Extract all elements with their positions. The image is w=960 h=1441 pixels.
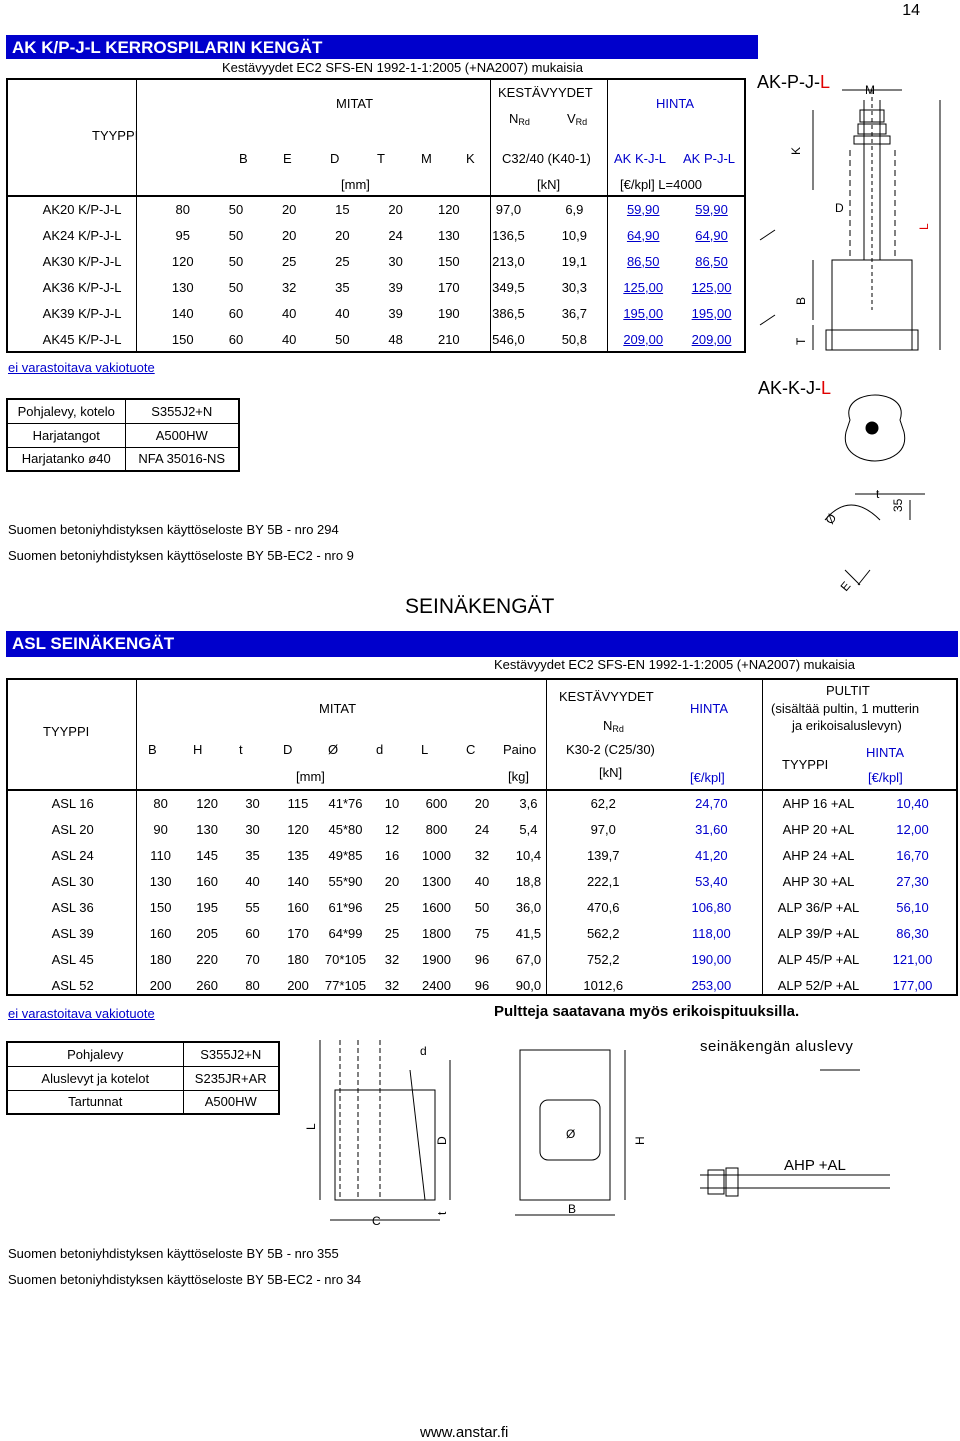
unit-kn: [kN] [537,177,561,192]
unit-price: [€/kpl] L=4000 [620,177,703,192]
table-cell: 180 [287,951,309,967]
table-cell: 1800 [422,925,451,941]
table-cell: 45*80 [328,821,363,837]
table-cell: 160 [196,873,218,889]
table-cell: 40 [335,305,350,321]
table-cell: 20 [281,201,297,217]
table-cell: 1000 [422,847,451,863]
col-d: D [283,742,293,757]
table-cell: 170 [437,279,460,295]
table-cell: ALP 45/P +AL [777,951,860,967]
table-row [8,816,956,842]
svg-text:M: M [865,83,875,97]
table-cell: 50,8 [561,331,588,347]
table-cell: 200 [149,977,172,993]
svg-text:Ø: Ø [566,1127,576,1141]
table-cell: 90 [153,821,168,837]
table-cell: 48 [388,331,403,347]
not-stocked-note: ei varastoitava vakiotuote [8,1006,155,1021]
table-cell: 30,3 [561,279,588,295]
table-cell: S235JR+AR [183,1066,279,1090]
table-cell: AK39 K/P-J-L [42,305,122,321]
svg-text:E: E [837,578,854,594]
table-cell: 20 [388,201,403,217]
table-cell: 170 [287,925,309,941]
table-cell: 600 [425,795,448,811]
col-weight: Paino [503,742,537,757]
table-cell: 1300 [422,873,451,889]
table-cell: 120 [287,821,309,837]
table-cell: 64*99 [328,925,363,941]
table-cell: 90,0 [515,977,542,993]
standard-note: Kestävyydet EC2 SFS-EN 1992-1-1:2005 (+NA2007) mukaisia [222,60,583,75]
table-cell: 209,00 [691,331,732,347]
unit-mm: [mm] [296,769,325,784]
table-cell: 118,00 [691,925,731,941]
table-cell: 53,40 [695,873,728,889]
ahp-label: AHP +AL [784,1157,846,1174]
table-cell: 30 [245,821,260,837]
col-apj: AK P-J-L [683,151,736,166]
table-cell: Pohjalevy [7,1042,183,1066]
table-cell: 50 [228,279,244,295]
table-cell: A500HW [183,1090,279,1114]
table-cell: 139,7 [586,847,620,863]
table-cell: 39 [388,305,403,321]
col-header-capacity: KESTÄVYYDET [498,85,593,100]
table-cell: 209,00 [623,331,664,347]
table-cell: 50 [228,227,244,243]
svg-text:t: t [876,487,880,501]
col-concrete: K30-2 (C25/30) [566,742,655,757]
table-cell: ALP 36/P +AL [777,899,860,915]
table-cell: 80 [245,977,260,993]
footer-website: www.anstar.fi [420,1424,509,1441]
table-cell: 140 [171,305,194,321]
col-d: D [330,151,340,166]
svg-text:d: d [420,1044,427,1058]
table-cell: 96 [474,951,490,967]
table-cell: 20 [474,795,490,811]
table-cell: 180 [149,951,172,967]
col-header-price: HINTA [690,701,729,716]
table-row [8,222,744,248]
standard-note-asl: Kestävyydet EC2 SFS-EN 1992-1-1:2005 (+NA2007) mukaisia [494,657,855,672]
col-b: B [239,151,248,166]
table-cell: ASL 45 [51,951,94,967]
table-cell: 86,30 [896,925,929,941]
table-cell: AK45 K/P-J-L [42,331,122,347]
table-cell: 12 [384,821,400,837]
ak-data-table [8,196,744,352]
table-cell: 27,30 [896,873,929,889]
col-k: K [466,151,475,166]
table-cell: ASL 20 [51,821,94,837]
table-cell: 125,00 [623,279,664,295]
col-header-capacity: KESTÄVYYDET [559,689,654,704]
col-bolt-type: TYYPPI [782,757,829,772]
table-cell: 120 [196,795,218,811]
table-cell: 49*85 [328,847,363,863]
table-cell: 50 [228,201,244,217]
nrd-label: NRd [603,718,624,734]
table-cell: 16,70 [896,847,929,863]
table-cell: 10,9 [561,227,588,243]
table-cell: 10,4 [515,847,542,863]
table-cell: 60 [228,331,244,347]
table-cell: 36,0 [515,899,542,915]
table-cell: 121,00 [892,951,933,967]
table-cell: AHP 16 +AL [782,795,855,811]
svg-text:B: B [794,296,808,305]
table-cell: NFA 35016-NS [125,447,239,471]
table-cell: 59,90 [626,201,660,217]
table-cell: 190,00 [691,951,732,967]
table-cell: 470,6 [586,899,620,915]
table-cell: 205 [196,925,218,941]
table-cell: 130 [149,873,172,889]
bolts-note-1: (sisältää pultin, 1 mutterin [771,701,920,716]
table-cell: 97,0 [495,201,522,217]
table-row [8,946,956,972]
col-t: T [377,151,385,166]
col-concrete: C32/40 (K40-1) [502,151,591,166]
table-cell: ASL 30 [51,873,94,889]
table-cell: 32 [384,951,400,967]
table-cell: 60 [245,925,260,941]
table-cell: 386,5 [492,305,525,321]
col-b: B [148,742,157,757]
table-cell: 349,5 [492,279,525,295]
col-bolt-price: HINTA [866,745,905,760]
table-cell: 56,10 [896,899,929,915]
table-cell: 86,50 [695,253,728,269]
col-c: C [466,742,476,757]
table-cell: 20 [281,227,297,243]
table-cell: S355J2+N [183,1042,279,1066]
table-row [8,274,744,300]
table-cell: 86,50 [626,253,660,269]
col-diameter: Ø [328,742,339,757]
table-cell: 136,5 [492,227,525,243]
table-cell: 120 [171,253,194,269]
table-cell: 213,0 [492,253,525,269]
table-cell: 55 [245,899,260,915]
unit-price: [€/kpl] [690,770,725,785]
table-cell: 150 [437,253,460,269]
wall-shoe-drawing [300,1030,900,1230]
table-cell: ASL 16 [51,795,94,811]
unit-kg: [kg] [508,769,529,784]
table-cell: 15 [335,201,350,217]
table-cell: 40 [281,331,297,347]
table-cell: 195,00 [691,305,732,321]
table-cell: 190 [437,305,460,321]
table-cell: ALP 52/P +AL [777,977,860,993]
table-cell: 40 [474,873,490,889]
material-row [7,1042,279,1066]
table-cell: 95 [175,227,190,243]
col-l: L [421,742,429,757]
table-cell: 10,40 [896,795,929,811]
table-cell: 6,9 [565,201,584,217]
table-cell: 220 [196,951,218,967]
table-cell: 61*96 [328,899,363,915]
table-cell: ASL 39 [51,925,94,941]
table-cell: 1012,6 [583,977,624,993]
material-row [7,447,239,471]
table-cell: Pohjalevy, kotelo [7,399,125,423]
table-cell: 260 [196,977,218,993]
reference-2: Suomen betoniyhdistyksen käyttöseloste BY 5B-EC2 - nro 9 [8,548,354,563]
table-cell: 36,7 [561,305,588,321]
table-row [8,196,744,222]
drawing-title-akj: AK-K-J-L [758,378,832,398]
table-cell: AHP 24 +AL [782,847,855,863]
table-cell: 64,90 [695,227,728,243]
svg-text:t: t [435,1211,449,1215]
ak-materials-table [6,398,240,472]
table-cell: 32 [281,279,297,295]
table-cell: 25 [384,899,400,915]
table-cell: 50 [228,253,244,269]
svg-text:K: K [789,146,803,155]
bolts-availability-note: Pultteja saatavana myös erikoispituuksilla. [494,1003,800,1020]
table-row [8,326,744,352]
table-cell: 24,70 [695,795,728,811]
table-cell: 130 [437,227,460,243]
svg-text:H: H [633,1136,647,1145]
svg-text:D: D [835,201,844,215]
table-cell: 120 [437,201,460,217]
table-cell: ASL 36 [51,899,94,915]
table-cell: 20 [384,873,400,889]
table-cell: 30 [245,795,260,811]
table-cell: 41*76 [328,795,363,811]
table-cell: 1900 [422,951,451,967]
table-cell: 41,5 [515,925,542,941]
table-cell: 110 [150,847,171,863]
table-cell: 59,90 [695,201,728,217]
table-cell: 19,1 [561,253,588,269]
unit-bolt-price: [€/kpl] [868,770,903,785]
table-cell: 2400 [422,977,451,993]
asl-data-table [8,790,956,998]
table-cell: Harjatanko ø40 [7,447,125,471]
table-cell: 125,00 [691,279,732,295]
table-cell: 200 [287,977,309,993]
table-cell: 96 [474,977,490,993]
col-m: M [421,151,432,166]
table-cell: 5,4 [519,821,538,837]
table-cell: 130 [171,279,194,295]
table-cell: 752,2 [586,951,620,967]
table-cell: 50 [335,331,350,347]
table-cell: 97,0 [590,821,616,837]
table-cell: 160 [149,925,172,941]
table-cell: 25 [335,253,350,269]
section-title-ak: AK K/P-J-L KERROSPILARIN KENGÄT [6,35,758,59]
col-header-dimensions: MITAT [336,96,374,111]
table-cell: 16 [384,847,400,863]
table-cell: ASL 24 [51,847,94,863]
table-cell: Tartunnat [7,1090,183,1114]
table-cell: S355J2+N [125,399,239,423]
table-row [8,790,956,816]
svg-text:C: C [372,1214,381,1228]
column-shoe-drawing [750,80,960,610]
table-cell: AK24 K/P-J-L [42,227,122,243]
table-cell: 800 [425,821,448,837]
table-cell: 40 [281,305,297,321]
table-cell: 39 [388,279,403,295]
drawing-title-apj: AK-P-J-L [757,72,831,92]
material-row [7,423,239,447]
table-cell: 253,00 [691,977,732,993]
table-cell: 35 [335,279,350,295]
table-cell: 195 [196,899,218,915]
col-header-type: TYYPPI [43,724,90,739]
table-cell: 12,00 [896,821,929,837]
table-cell: 546,0 [492,331,525,347]
table-row [8,920,956,946]
reference-2: Suomen betoniyhdistyksen käyttöseloste BY 5B-EC2 - nro 34 [8,1272,362,1287]
table-cell: 3,6 [519,795,538,811]
section-heading-wall-shoes: SEINÄKENGÄT [405,595,555,618]
table-cell: 32 [384,977,400,993]
col-e: E [283,151,292,166]
table-cell: 67,0 [515,951,542,967]
table-row [8,842,956,868]
table-cell: A500HW [125,423,239,447]
unit-kn: [kN] [599,765,623,780]
table-cell: 20 [335,227,350,243]
table-cell: 1600 [422,899,451,915]
vrd-label: VRd [567,111,588,127]
reference-1: Suomen betoniyhdistyksen käyttöseloste BY 5B - nro 355 [8,1246,339,1261]
table-cell: AHP 20 +AL [782,821,855,837]
col-akj: AK K-J-L [614,151,667,166]
material-row [7,1090,279,1114]
table-cell: 25 [281,253,297,269]
table-row [8,300,744,326]
page-number: 14 [902,2,920,19]
asl-materials-table [6,1041,280,1115]
table-cell: 35 [245,847,260,863]
table-cell: 64,90 [626,227,660,243]
table-cell: 210 [437,331,460,347]
table-row [8,868,956,894]
table-cell: 70*105 [324,951,367,967]
table-cell: 60 [228,305,244,321]
table-cell: 10 [384,795,400,811]
table-cell: 70 [245,951,260,967]
nrd-label: NRd [509,111,530,127]
col-header-bolts: PULTIT [826,683,870,698]
table-cell: AK36 K/P-J-L [42,279,122,295]
col-h: H [193,742,203,757]
table-cell: Aluslevyt ja kotelot [7,1066,183,1090]
col-header-type: TYYPPI [92,128,139,143]
table-cell: 130 [196,821,218,837]
table-cell: 222,1 [586,873,620,889]
table-cell: AK30 K/P-J-L [42,253,122,269]
table-cell: AK20 K/P-J-L [42,201,122,217]
table-cell: 145 [196,847,218,863]
table-cell: 115 [287,795,309,811]
table-cell: 41,20 [695,847,728,863]
material-row [7,399,239,423]
table-cell: 77*105 [324,977,367,993]
table-cell: 24 [388,227,403,243]
svg-text:D: D [435,1136,449,1145]
table-row [8,894,956,920]
table-cell: 140 [287,873,309,889]
table-cell: 80 [153,795,168,811]
table-cell: 150 [171,331,194,347]
svg-text:Ø: Ø [822,511,840,527]
table-cell: 30 [388,253,403,269]
table-row [8,248,744,274]
table-cell: 160 [287,899,309,915]
table-cell: ASL 52 [51,977,94,993]
table-cell: 195,00 [623,305,664,321]
table-cell: 135 [287,847,309,863]
svg-text:L: L [917,223,931,230]
table-cell: 31,60 [695,821,728,837]
table-cell: Harjatangot [7,423,125,447]
material-row [7,1066,279,1090]
table-cell: 18,8 [515,873,542,889]
col-header-price: HINTA [656,96,695,111]
table-cell: 150 [149,899,172,915]
table-cell: 50 [474,899,490,915]
unit-mm: [mm] [341,177,370,192]
table-cell: AHP 30 +AL [782,873,855,889]
section-title-asl: ASL SEINÄKENGÄT [6,631,958,657]
table-cell: ALP 39/P +AL [777,925,860,941]
washer-label: seinäkengän aluslevy [700,1038,854,1055]
table-cell: 562,2 [586,925,620,941]
table-cell: 106,80 [691,899,732,915]
svg-text:L: L [304,1123,318,1130]
reference-1: Suomen betoniyhdistyksen käyttöseloste BY 5B - nro 294 [8,522,339,537]
bolts-note-2: ja erikoisaluslevyn) [792,718,902,733]
table-cell: 75 [474,925,490,941]
col-d-small: d [376,742,384,757]
table-cell: 25 [384,925,400,941]
table-cell: 24 [474,821,490,837]
table-cell: 80 [175,201,190,217]
table-row [8,972,956,998]
table-cell: 62,2 [590,795,616,811]
table-cell: 32 [474,847,490,863]
svg-text:B: B [568,1202,577,1216]
svg-text:T: T [794,337,808,345]
col-header-dimensions: MITAT [319,701,357,716]
svg-text:35: 35 [891,498,905,512]
table-cell: 55*90 [328,873,363,889]
table-cell: 177,00 [892,977,933,993]
col-t: t [239,742,243,757]
table-cell: 40 [245,873,260,889]
not-stocked-note: ei varastoitava vakiotuote [8,360,155,375]
